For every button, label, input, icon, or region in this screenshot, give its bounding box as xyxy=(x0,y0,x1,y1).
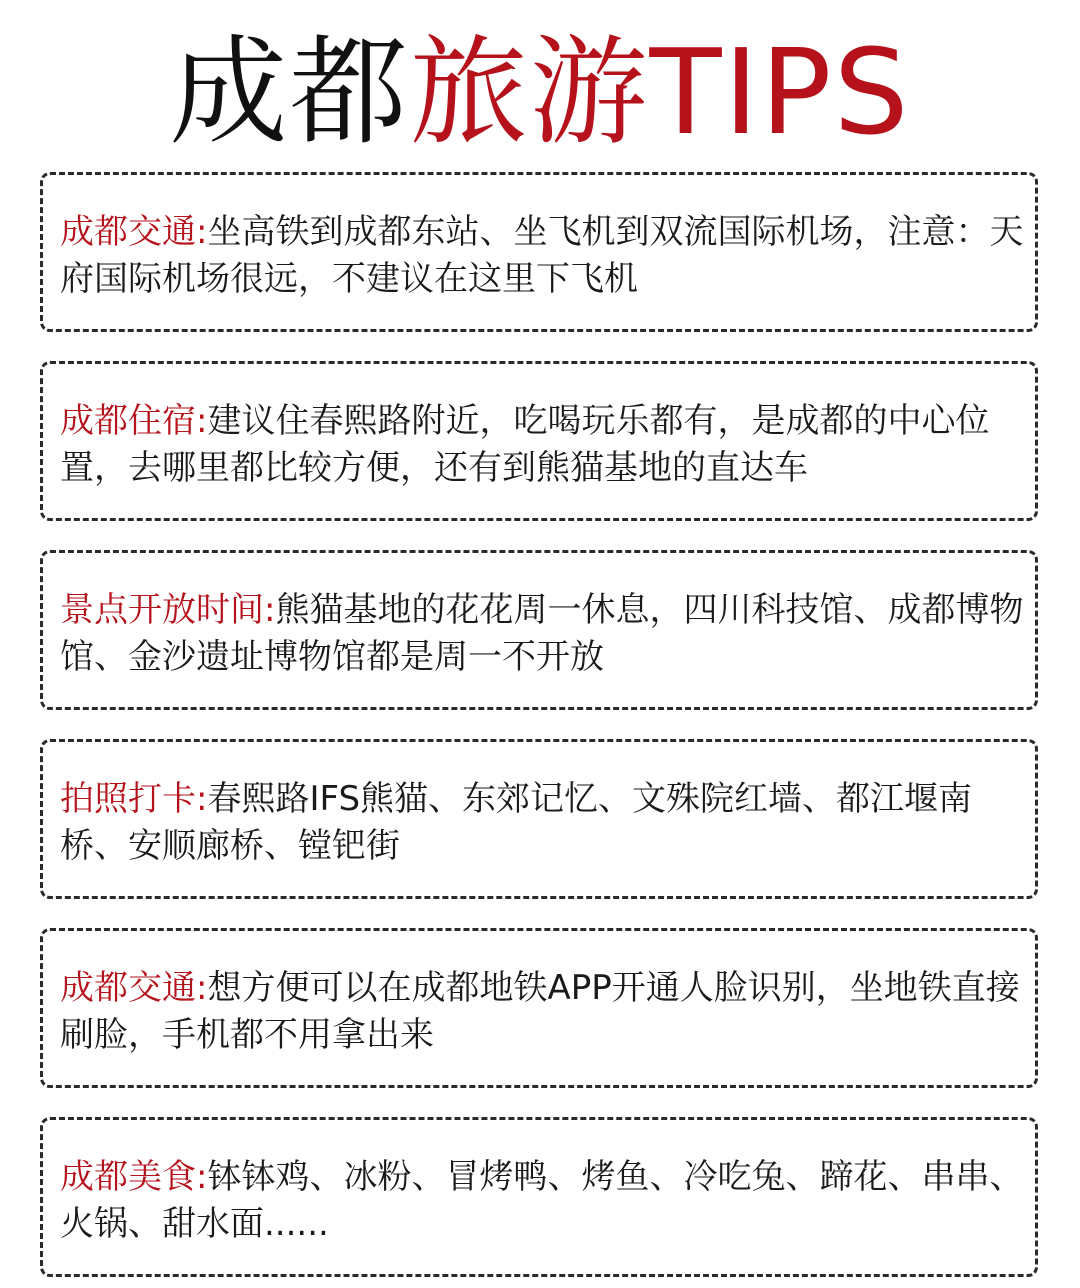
tip-card-text xyxy=(60,209,1030,303)
tip-card-opening-hours xyxy=(40,550,1038,710)
tip-body: 想方便可以在成都地铁APP开通人脸识别，坐地铁直接刷脸，手机都不用拿出来 xyxy=(60,968,1020,1055)
tip-label: 景点开放时间: xyxy=(60,590,276,630)
tip-body: 春熙路IFS熊猫、东郊记忆、文殊院红墙、都江堰南桥、安顺廊桥、镗钯街 xyxy=(60,779,973,866)
tip-label: 成都住宿: xyxy=(60,401,208,441)
tip-card-food xyxy=(40,1117,1038,1277)
tip-card-text xyxy=(60,1154,1030,1248)
tip-card-transport xyxy=(40,172,1038,332)
tip-card-metro xyxy=(40,928,1038,1088)
tip-label: 成都交通: xyxy=(60,212,208,252)
tip-card-photo-spots xyxy=(40,739,1038,899)
tip-body: 钵钵鸡、冰粉、冒烤鸭、烤鱼、冷吃兔、蹄花、串串、火锅、甜水面...... xyxy=(60,1157,1024,1244)
tip-card-text xyxy=(60,776,1030,870)
tip-label: 成都美食: xyxy=(60,1157,208,1197)
title-part-black: 成都 xyxy=(169,23,410,161)
tip-card-lodging xyxy=(40,361,1038,521)
tip-card-text xyxy=(60,965,1030,1059)
tip-label: 拍照打卡: xyxy=(60,779,208,819)
tip-body: 坐高铁到成都东站、坐飞机到双流国际机场，注意：天府国际机场很远，不建议在这里下飞机 xyxy=(60,212,1024,299)
page-title xyxy=(0,22,1080,162)
tip-body: 建议住春熙路附近，吃喝玩乐都有，是成都的中心位置，去哪里都比较方便，还有到熊猫基地的直达车 xyxy=(60,401,990,488)
tip-card-text xyxy=(60,587,1030,681)
tip-body: 熊猫基地的花花周一休息，四川科技馆、成都博物馆、金沙遗址博物馆都是周一不开放 xyxy=(60,590,1024,677)
title-part-red: 旅游TIPS xyxy=(409,23,911,161)
tip-label: 成都交通: xyxy=(60,968,208,1008)
tip-card-text xyxy=(60,398,1030,492)
